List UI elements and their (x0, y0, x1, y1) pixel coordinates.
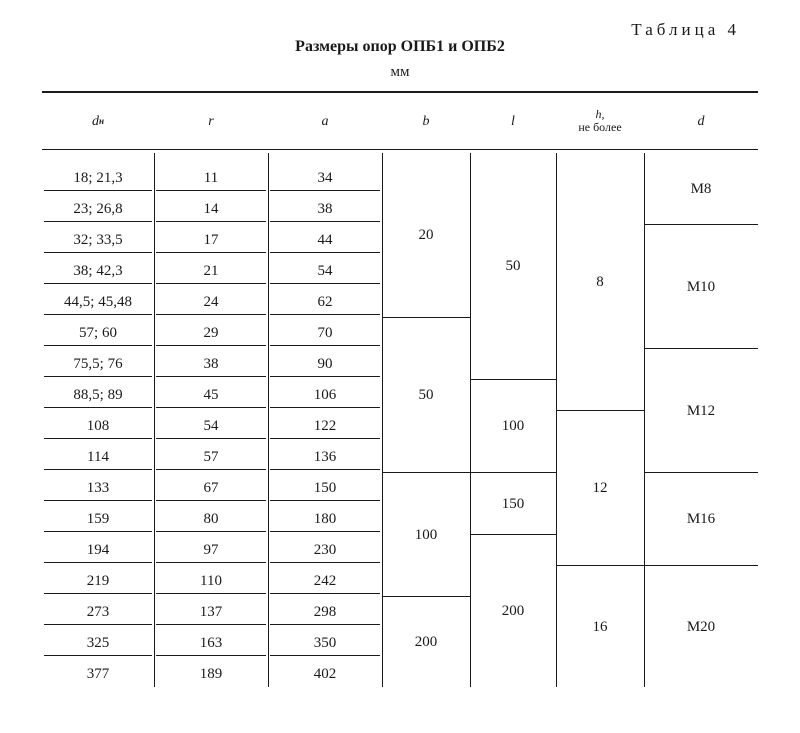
cell-b-group: 200 (414, 634, 438, 650)
cell-r: 17 (203, 232, 219, 248)
row-rule (270, 438, 380, 439)
row-rule (156, 221, 266, 222)
row-rule (156, 469, 266, 470)
header-h-symbol: h, (595, 107, 605, 121)
row-rule (270, 252, 380, 253)
cell-dn: 114 (87, 449, 109, 465)
group-rule (644, 565, 758, 566)
cell-l-group: 200 (501, 603, 525, 619)
row-rule (270, 624, 380, 625)
row-rule (44, 252, 152, 253)
cell-l-group: 50 (505, 258, 521, 274)
row-rule (270, 376, 380, 377)
cell-a: 180 (313, 511, 337, 527)
row-rule (270, 500, 380, 501)
row-rule (44, 438, 152, 439)
cell-r: 21 (203, 263, 219, 279)
header-top-rule (42, 91, 758, 93)
cell-dn: 325 (86, 635, 110, 651)
group-rule (382, 596, 470, 597)
header-dn-main: d (92, 113, 99, 129)
group-rule (382, 472, 470, 473)
header-h-note: не более (578, 120, 622, 134)
header-d: d (697, 113, 705, 129)
cell-dn: 273 (86, 604, 110, 620)
cell-dn: 32; 33,5 (73, 232, 123, 248)
cell-dn: 23; 26,8 (73, 201, 123, 217)
row-rule (270, 283, 380, 284)
row-rule (156, 531, 266, 532)
cell-l-group: 100 (501, 418, 525, 434)
cell-r: 29 (203, 325, 219, 341)
header-h (556, 94, 644, 148)
cell-a: 402 (313, 666, 337, 682)
table-title: Размеры опор ОПБ1 и ОПБ2 (295, 38, 505, 55)
row-rule (44, 190, 152, 191)
cell-r: 24 (203, 294, 219, 310)
cell-a: 38 (317, 201, 333, 217)
row-rule (270, 221, 380, 222)
cell-dn: 133 (86, 480, 110, 496)
cell-dn: 18; 21,3 (73, 170, 123, 186)
cell-a: 150 (313, 480, 337, 496)
cell-a: 242 (313, 573, 337, 589)
header-dn (42, 94, 154, 148)
row-rule (156, 438, 266, 439)
row-rule (44, 469, 152, 470)
cell-a: 90 (317, 356, 333, 372)
row-rule (270, 531, 380, 532)
row-rule (156, 252, 266, 253)
row-rule (156, 407, 266, 408)
cell-l-group: 150 (501, 495, 525, 512)
cell-a: 136 (313, 449, 337, 465)
cell-a: 106 (313, 387, 337, 403)
header-bottom-rule (42, 149, 758, 150)
row-rule (270, 190, 380, 191)
group-rule (470, 472, 556, 473)
cell-dn: 377 (86, 666, 110, 682)
row-rule (156, 190, 266, 191)
row-rule (44, 407, 152, 408)
row-rule (44, 624, 152, 625)
header-a: a (321, 113, 329, 129)
cell-a: 350 (313, 635, 337, 651)
row-rule (270, 655, 380, 656)
row-rule (44, 531, 152, 532)
row-rule (156, 593, 266, 594)
cell-r: 67 (203, 480, 219, 496)
row-rule (156, 376, 266, 377)
group-rule (382, 317, 470, 318)
header-b: b (422, 113, 430, 129)
row-rule (270, 593, 380, 594)
row-rule (156, 500, 266, 501)
row-rule (270, 345, 380, 346)
cell-a: 70 (317, 325, 333, 341)
group-rule (470, 534, 556, 535)
header-dn-sub: н (99, 115, 104, 126)
cell-a: 230 (313, 542, 337, 558)
unit-label: мм (390, 64, 410, 80)
cell-r: 80 (203, 511, 219, 527)
cell-d-group: М16 (686, 511, 716, 527)
cell-dn: 88,5; 89 (73, 387, 123, 403)
row-rule (44, 562, 152, 563)
cell-r: 54 (203, 418, 219, 434)
row-rule (44, 283, 152, 284)
row-rule (156, 655, 266, 656)
cell-r: 38 (203, 356, 219, 372)
cell-r: 137 (199, 604, 223, 620)
row-rule (44, 500, 152, 501)
cell-a: 54 (317, 263, 333, 279)
group-rule (644, 472, 758, 473)
group-rule (644, 224, 758, 225)
cell-d-group: М10 (686, 278, 716, 295)
cell-r: 163 (199, 635, 223, 651)
header-r: r (208, 113, 214, 129)
group-rule (556, 410, 644, 411)
row-rule (156, 283, 266, 284)
cell-dn: 44,5; 45,48 (64, 294, 132, 310)
cell-a: 62 (317, 294, 333, 310)
row-rule (44, 314, 152, 315)
cell-dn: 38; 42,3 (73, 263, 123, 279)
cell-r: 14 (203, 201, 219, 217)
row-rule (270, 314, 380, 315)
cell-d-group: М8 (690, 180, 712, 197)
row-rule (44, 345, 152, 346)
cell-r: 110 (200, 573, 222, 589)
cell-dn: 194 (86, 542, 110, 558)
row-rule (156, 314, 266, 315)
cell-r: 189 (199, 666, 223, 682)
cell-d-group: М20 (686, 618, 716, 635)
cell-a: 34 (317, 170, 333, 186)
cell-dn: 75,5; 76 (73, 356, 123, 372)
row-rule (156, 345, 266, 346)
group-rule (556, 565, 644, 566)
cell-a: 298 (313, 604, 337, 620)
row-rule (44, 593, 152, 594)
row-rule (270, 469, 380, 470)
cell-a: 44 (317, 232, 333, 248)
cell-d-group: М12 (686, 402, 716, 419)
cell-r: 57 (203, 449, 219, 465)
row-rule (44, 376, 152, 377)
cell-dn: 57; 60 (79, 325, 117, 341)
cell-dn: 108 (86, 418, 110, 434)
cell-h-group: 8 (596, 273, 604, 290)
column-divider (556, 153, 557, 687)
cell-r: 45 (203, 387, 219, 403)
row-rule (270, 407, 380, 408)
row-rule (44, 221, 152, 222)
cell-dn: 159 (86, 511, 110, 527)
cell-b-group: 100 (414, 526, 438, 543)
cell-h-group: 12 (592, 480, 608, 496)
row-rule (270, 562, 380, 563)
row-rule (156, 562, 266, 563)
cell-h-group: 16 (592, 618, 608, 635)
cell-b-group: 50 (418, 387, 434, 403)
cell-r: 97 (203, 542, 219, 558)
group-rule (644, 348, 758, 349)
group-rule (470, 379, 556, 380)
header-l: l (511, 113, 515, 129)
row-rule (156, 624, 266, 625)
table-number: Таблица 4 (631, 20, 740, 39)
cell-r: 11 (203, 170, 219, 186)
row-rule (44, 655, 152, 656)
cell-a: 122 (313, 418, 337, 434)
cell-b-group: 20 (418, 227, 434, 243)
cell-dn: 219 (86, 573, 110, 589)
